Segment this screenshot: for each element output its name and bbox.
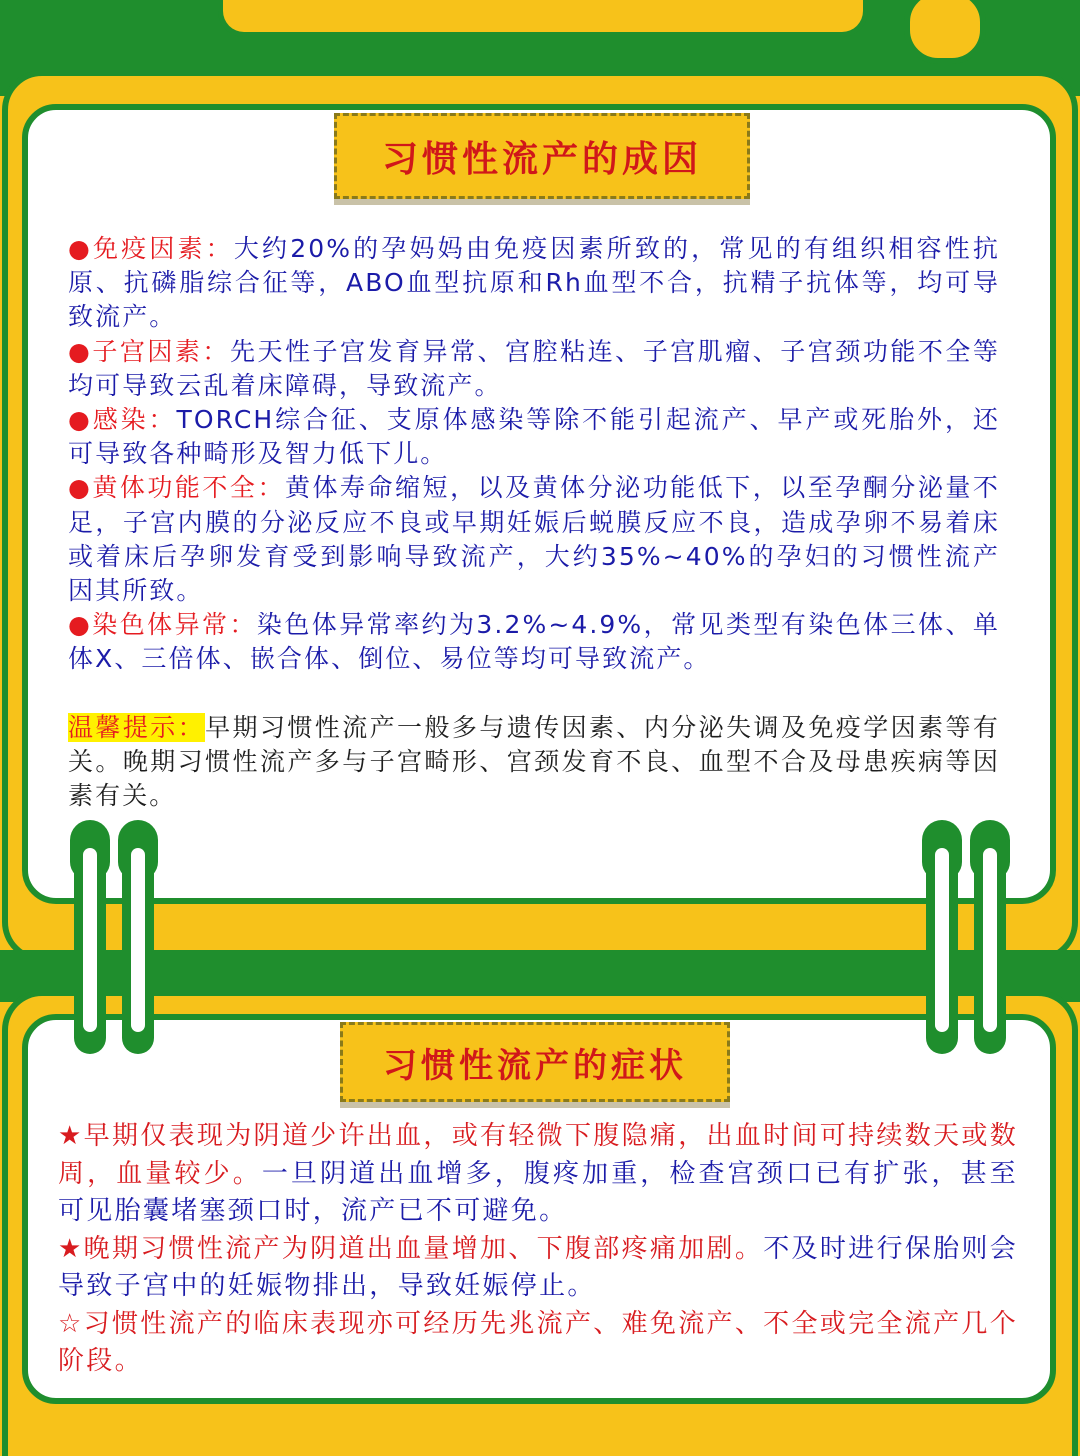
cause-label: 染色体异常： bbox=[92, 610, 257, 640]
section1-body bbox=[68, 232, 1000, 813]
cause-text: 黄体寿命缩短，以及黄体分泌功能低下，以至孕酮分泌量不足，子宫内膜的分泌反应不良或早期妊娠后蜕膜反应不良，造成孕卵不易着床或着床后孕卵发育受到影响导致流产，大约35%~40%的孕妇的习惯性流产因其所致。 bbox=[68, 473, 1000, 606]
symptom-late-red: ★晚期习惯性流产为阴道出血量增加、下腹部疼痛加剧。 bbox=[58, 1233, 764, 1264]
tip-label: 温馨提示： bbox=[68, 712, 206, 742]
section2-title: 习惯性流产的症状 bbox=[340, 1022, 730, 1102]
cause-infection bbox=[68, 403, 1000, 471]
cause-label: 子宫因素： bbox=[92, 336, 230, 366]
section1-title: 习惯性流产的成因 bbox=[334, 113, 750, 199]
symptom-stages bbox=[58, 1306, 1018, 1381]
bullet-dot: ● bbox=[68, 336, 93, 366]
binder-ring-left-1 bbox=[74, 826, 106, 1054]
symptom-early-blue: 一旦阴道出血增多，腹疼加重，检查宫颈口已有扩张，甚至可见胎囊堵塞颈口时，流产已不可避免。 bbox=[58, 1158, 1018, 1226]
bullet-dot: ● bbox=[68, 234, 93, 263]
cause-chromosome bbox=[68, 608, 1000, 676]
cause-label: 免疫因素： bbox=[93, 234, 234, 263]
cause-immune bbox=[68, 232, 1000, 335]
symptom-late-blue: 不及时进行保胎则会导致子宫中的妊娠物排出，导致妊娠停止。 bbox=[58, 1233, 1019, 1301]
cause-uterus bbox=[68, 335, 1000, 403]
symptom-early-red: ★早期仅表现为阴道少许出血，或有轻微下腹隐痛，出血时间可持续数天或数周，血量较少。 bbox=[58, 1121, 1018, 1189]
binder-ring-right-1 bbox=[926, 826, 958, 1054]
symptom-late bbox=[58, 1231, 1018, 1306]
section2-body bbox=[58, 1118, 1018, 1381]
bullet-dot: ● bbox=[68, 473, 93, 503]
top-binder-ring bbox=[904, 0, 986, 64]
cause-text: TORCH综合征、支原体感染等除不能引起流产、早产或死胎外，还可导致各种畸形及智力低下儿。 bbox=[68, 405, 1000, 469]
cause-label: 感染： bbox=[92, 405, 177, 435]
cause-text: 染色体异常率约为3.2%~4.9%，常见类型有染色体三体、单体X、三倍体、嵌合体、倒位、易位等均可导致流产。 bbox=[68, 610, 1000, 674]
bullet-dot: ● bbox=[68, 405, 93, 435]
warm-tip bbox=[68, 711, 1000, 814]
binder-ring-left-2 bbox=[122, 826, 154, 1054]
top-tab bbox=[218, 0, 868, 37]
cause-label: 黄体功能不全： bbox=[92, 473, 285, 503]
cause-text: 先天性子宫发育异常、宫腔粘连、子宫肌瘤、子宫颈功能不全等均可导致云乱着床障碍，导致流产。 bbox=[68, 336, 1000, 400]
symptom-early bbox=[58, 1118, 1018, 1231]
bullet-dot: ● bbox=[68, 610, 93, 640]
cause-luteal bbox=[68, 471, 1000, 608]
symptom-stages-red: ☆习惯性流产的临床表现亦可经历先兆流产、难免流产、不全或完全流产几个阶段。 bbox=[58, 1308, 1018, 1376]
tip-text: 早期习惯性流产一般多与遗传因素、内分泌失调及免疫学因素等有关。晚期习惯性流产多与子宫畸形、宫颈发育不良、血型不合及母患疾病等因素有关。 bbox=[68, 712, 1000, 811]
spacer bbox=[68, 677, 1000, 711]
binder-ring-right-2 bbox=[974, 826, 1006, 1054]
cause-text: 大约20%的孕妈妈由免疫因素所致的，常见的有组织相容性抗原、抗磷脂综合征等，ABO血型抗原和Rh血型不合，抗精子抗体等，均可导致流产。 bbox=[68, 234, 1000, 332]
